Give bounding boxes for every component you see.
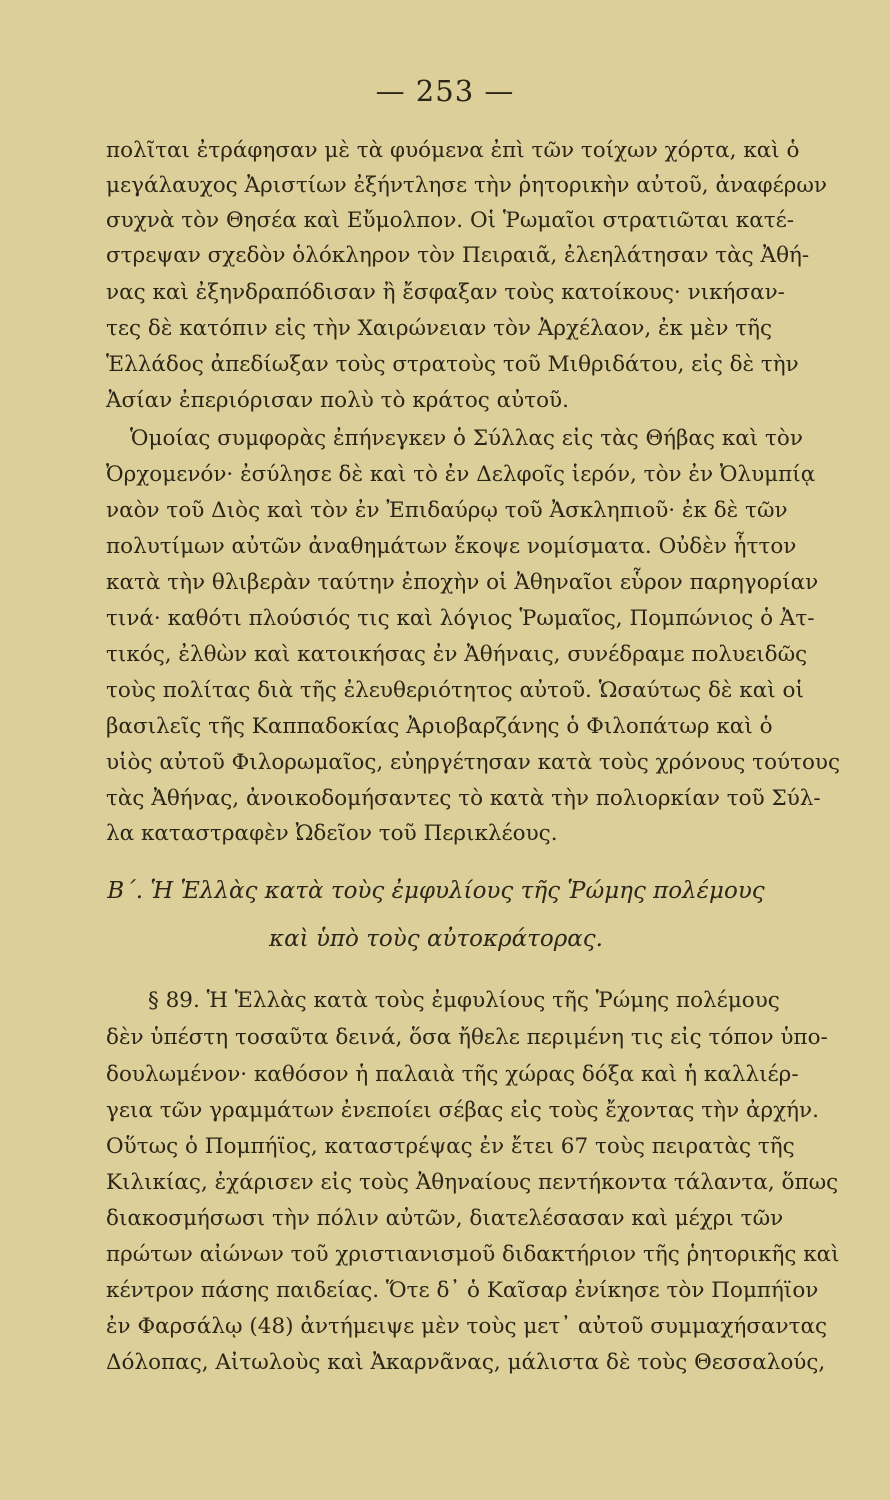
section-heading-subtitle: καὶ ὑπὸ τοὺς αὐτοκράτορας. — [269, 926, 603, 952]
text-line: Ὀρχομενόν· ἐσύλησε δὲ καὶ τὸ ἐν Δελφοῖς ἱερόν, τὸν ἐν Ὀλυμπίᾳ — [106, 462, 816, 487]
text-line: κατὰ τὴν θλιβερὰν ταύτην ἐποχὴν οἱ Ἀθηναῖοι εὗρον παρηγορίαν — [106, 570, 819, 595]
page-number: — 253 — — [375, 74, 515, 108]
section-line: κέντρον πάσης παιδείας. Ὅτε δ᾽ ὁ Καῖσαρ ἐνίκησε τὸν Πομπήϊον — [106, 1278, 819, 1303]
text-line: μεγάλαυχος Ἀριστίων ἐξήντλησε τὴν ῥητορικὴν αὐτοῦ, ἀναφέρων — [106, 173, 827, 198]
section-line: γεια τῶν γραμμάτων ἐνεποίει σέβας εἰς τοὺς ἔχοντας τὴν ἀρχήν. — [106, 1098, 819, 1123]
section-line: δουλωμένον· καθόσον ἡ παλαιὰ τῆς χώρας δόξα καὶ ἡ καλλιέρ- — [106, 1062, 799, 1087]
text-line: τὰς Ἀθήνας, ἀνοικοδομήσαντες τὸ κατὰ τὴν πολιορκίαν τοῦ Σύλ- — [106, 786, 821, 811]
text-line: νας καὶ ἐξηνδραπόδισαν ἢ ἔσφαξαν τοὺς κατοίκους· νικήσαν- — [106, 280, 785, 305]
section-line: Οὕτως ὁ Πομπήϊος, καταστρέψας ἐν ἔτει 67 τοὺς πειρατὰς τῆς — [106, 1134, 795, 1159]
text-line: υἱὸς αὐτοῦ Φιλορωμαῖος, εὐηργέτησαν κατὰ τοὺς χρόνους τούτους — [106, 750, 841, 775]
section-line: ἐν Φαρσάλῳ (48) ἀντήμειψε μὲν τοὺς μετ᾽ αὐτοῦ συμμαχήσαντας — [106, 1314, 828, 1339]
text-line: Ἀσίαν ἐπεριόρισαν πολὺ τὸ κράτος αὐτοῦ. — [106, 388, 569, 413]
text-line: βασιλεῖς τῆς Καππαδοκίας Ἀριοβαρζάνης ὁ Φιλοπάτωρ καὶ ὁ — [106, 714, 773, 739]
text-line: Ἑλλάδος ἀπεδίωξαν τοὺς στρατοὺς τοῦ Μιθριδάτου, εἰς δὲ τὴν — [106, 352, 799, 377]
text-line: πολῖται ἐτράφησαν μὲ τὰ φυόμενα ἐπὶ τῶν τοίχων χόρτα, καὶ ὁ — [106, 138, 800, 163]
section-line: πρώτων αἰώνων τοῦ χριστιανισμοῦ διδακτήριον τῆς ῥητορικῆς καὶ — [106, 1242, 840, 1267]
section-line: § 89. Ἡ Ἑλλὰς κατὰ τοὺς ἐμφυλίους τῆς Ῥώμης πολέμους — [148, 988, 780, 1013]
text-line: τινά· καθότι πλούσιός τις καὶ λόγιος Ῥωμαῖος, Πομπώνιος ὁ Ἀτ- — [106, 606, 815, 631]
text-line: συχνὰ τὸν Θησέα καὶ Εὔμολπον. Οἱ Ῥωμαῖοι στρατιῶται κατέ- — [106, 208, 795, 233]
section-line: διακοσμήσωσι τὴν πόλιν αὐτῶν, διατελέσασαν καὶ μέχρι τῶν — [106, 1206, 784, 1231]
text-line: τες δὲ κατόπιν εἰς τὴν Χαιρώνειαν τὸν Ἀρχέλαον, ἐκ μὲν τῆς — [106, 316, 773, 341]
text-line: ναὸν τοῦ Διὸς καὶ τὸν ἐν Ἐπιδαύρῳ τοῦ Ἀσκληπιοῦ· ἐκ δὲ τῶν — [106, 498, 788, 523]
text-line: πολυτίμων αὐτῶν ἀναθημάτων ἔκοψε νομίσματα. Οὐδὲν ἧττον — [106, 534, 797, 559]
text-line: λα καταστραφὲν Ὠδεῖον τοῦ Περικλέους. — [106, 821, 558, 846]
section-line: δὲν ὑπέστη τοσαῦτα δεινά, ὅσα ἤθελε περιμένη τις εἰς τόπον ὑπο- — [106, 1025, 828, 1050]
text-line: στρεψαν σχεδὸν ὁλόκληρον τὸν Πειραιᾶ, ἐλεηλάτησαν τὰς Ἀθή- — [106, 243, 810, 268]
text-line: τικός, ἐλθὼν καὶ κατοικήσας ἐν Ἀθήναις, συνέδραμε πολυειδῶς — [106, 642, 808, 667]
section-heading: Β΄. Ἡ Ἑλλὰς κατὰ τοὺς ἐμφυλίους τῆς Ῥώμης πολέμους — [107, 878, 765, 904]
section-line: Δόλοπας, Αἰτωλοὺς καὶ Ἀκαρνᾶνας, μάλιστα δὲ τοὺς Θεσσαλούς, — [106, 1350, 826, 1375]
text-line: τοὺς πολίτας διὰ τῆς ἐλευθεριότητος αὐτοῦ. Ὡσαύτως δὲ καὶ οἱ — [106, 678, 804, 703]
text-line: Ὁμοίας συμφορὰς ἐπήνεγκεν ὁ Σύλλας εἰς τὰς Θήβας καὶ τὸν — [130, 426, 803, 451]
section-line: Κιλικίας, ἐχάρισεν εἰς τοὺς Ἀθηναίους πεντήκοντα τάλαντα, ὅπως — [106, 1170, 839, 1195]
